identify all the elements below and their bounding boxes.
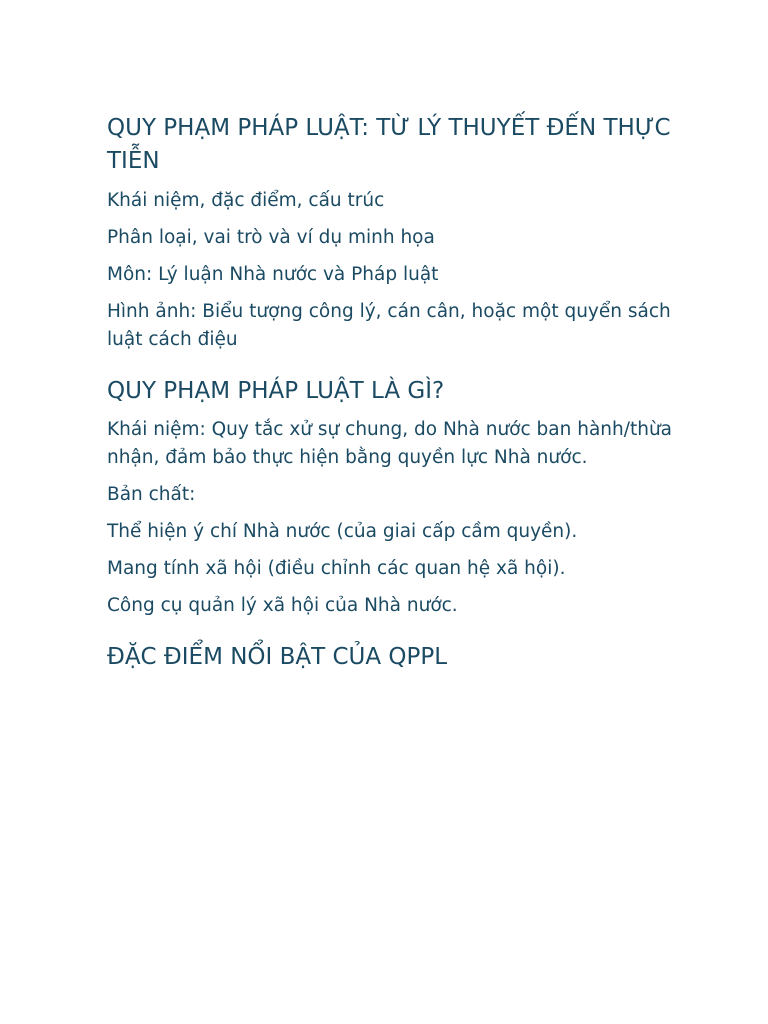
nature-item-state-will: Thể hiện ý chí Nhà nước (của giai cấp cầm quyền). [107,521,578,542]
subtitle-line-concepts: Khái niệm, đặc điểm, cấu trúc [107,190,385,211]
document-page [107,112,687,682]
subtitle-line-image-note: Hình ảnh: Biểu tượng công lý, cán cân, hoặc một quyển sách luật cách điệu [107,301,671,350]
document-title: QUY PHẠM PHÁP LUẬT: TỪ LÝ THUYẾT ĐẾN THỰC TIỄN [107,115,671,174]
definition-paragraph: Khái niệm: Quy tắc xử sự chung, do Nhà nước ban hành/thừa nhận, đảm bảo thực hiện bằng quyền lực Nhà nước. [107,419,673,468]
nature-label: Bản chất: [107,484,196,505]
nature-item-management-tool: Công cụ quản lý xã hội của Nhà nước. [107,595,458,616]
section-heading-features: ĐẶC ĐIỂM NỔI BẬT CỦA QPPL [107,644,448,670]
section-heading-what-is: QUY PHẠM PHÁP LUẬT LÀ GÌ? [107,378,445,404]
subtitle-line-subject: Môn: Lý luận Nhà nước và Pháp luật [107,264,439,285]
subtitle-line-classification: Phân loại, vai trò và ví dụ minh họa [107,227,435,248]
nature-item-social: Mang tính xã hội (điều chỉnh các quan hệ xã hội). [107,558,566,579]
